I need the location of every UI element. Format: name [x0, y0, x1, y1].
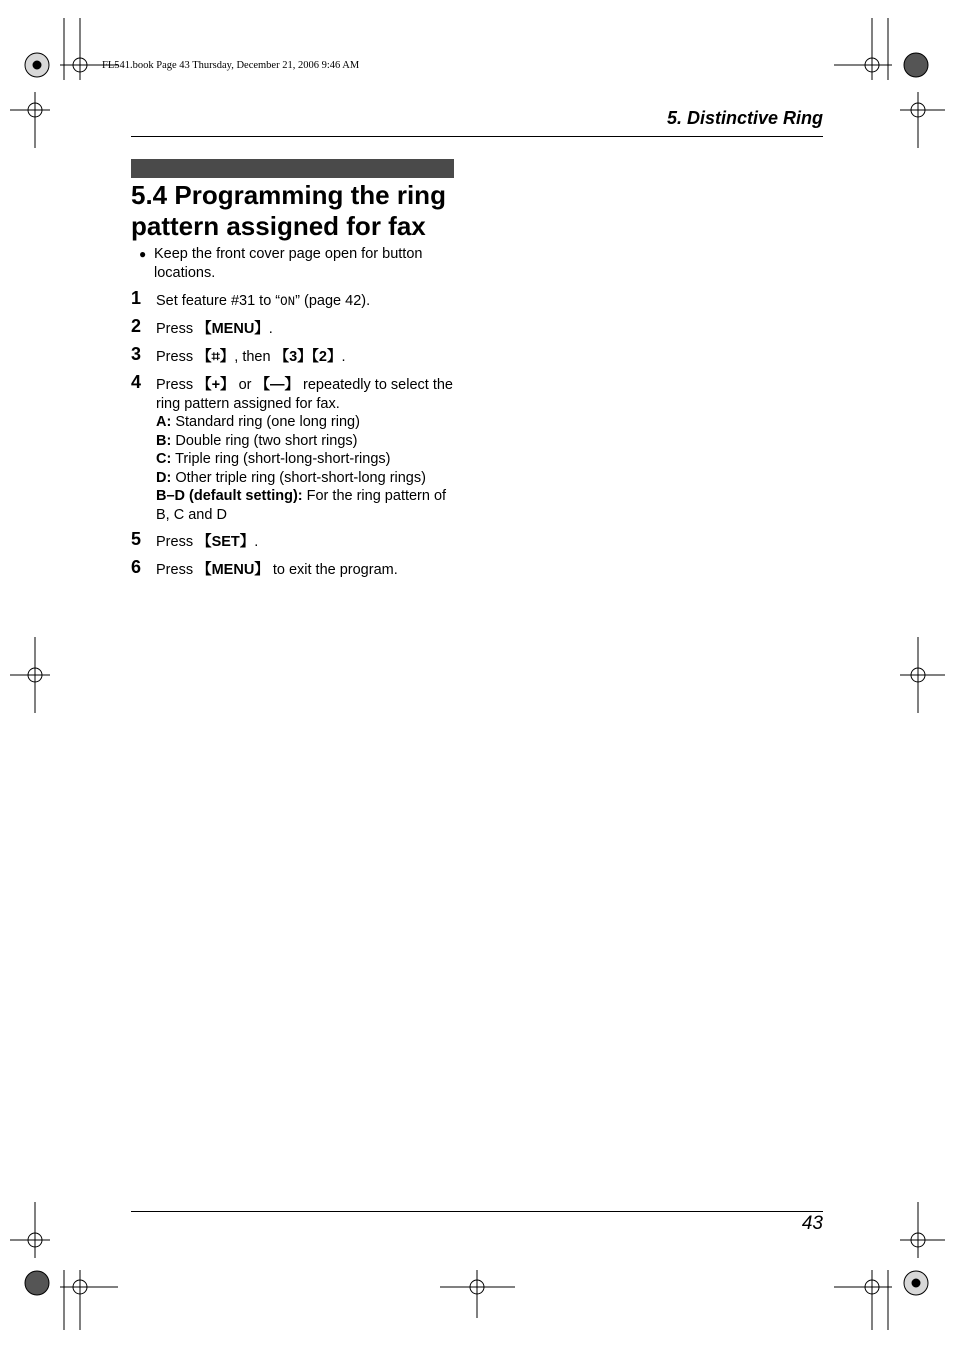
- step-number: 4: [131, 372, 142, 392]
- target-bc: [440, 1270, 515, 1318]
- target-lt: [10, 92, 50, 148]
- plus-key: 【+】: [197, 377, 235, 393]
- heading-bar: [131, 159, 454, 178]
- menu-key: 【MENU】: [197, 321, 269, 337]
- note-bullet: [139, 245, 449, 283]
- option-d: D: Other triple ring (short-short-long rings): [156, 469, 426, 486]
- step-6: 6 Press 【MENU】 to exit the program.: [131, 557, 398, 578]
- target-rb: [900, 1202, 945, 1258]
- option-default: B–D (default setting): For the ring pattern of B, C and D: [156, 488, 447, 523]
- step-number: 2: [131, 316, 142, 336]
- option-c: C: Triple ring (short-long-short-rings): [156, 451, 391, 467]
- step-2: 2 Press 【MENU】.: [131, 316, 273, 337]
- header-rule: [131, 136, 823, 137]
- set-key: 【SET】: [197, 534, 255, 550]
- target-br: [834, 1270, 892, 1330]
- step-number: 1: [131, 288, 142, 308]
- step-number: 6: [131, 557, 142, 577]
- target-tr: [834, 18, 892, 80]
- step-1: 1 Set feature #31 to “ON” (page 42).: [131, 288, 371, 309]
- step-4: 4 Press 【+】 or 【—】 repeatedly to select the ring pattern assigned for fax. A: Standard ring (one long ring) B: Double ring (two short rings) C: Triple ring (short-long-short-rings) D: Other triple ring (short-short-long rings) B–D (default setting): For the ring pattern of B, C and D: [131, 376, 456, 524]
- page-heading: 5.4 Programming the ring pattern assigned for fax: [131, 180, 446, 241]
- step-3: 3 Press 【⌗】, then 【3】【2】.: [131, 344, 346, 365]
- bullet-icon: ●: [139, 247, 147, 261]
- option-a: A: Standard ring (one long ring): [156, 414, 360, 430]
- hash-key: 【⌗】: [197, 349, 235, 365]
- footer-rule: [131, 1211, 823, 1212]
- target-lm: [10, 637, 50, 713]
- option-b: B: Double ring (two short rings): [156, 432, 358, 449]
- target-bl: [60, 1270, 118, 1330]
- digit-keys: 【3】【2】: [274, 349, 342, 365]
- menu-key: 【MENU】: [197, 562, 269, 578]
- page-number: 43: [801, 1213, 823, 1234]
- step-number: 5: [131, 529, 142, 549]
- lcd-text: ON: [280, 295, 296, 309]
- file-info: FL541.book Page 43 Thursday, December 21, 2006 9:46 AM: [102, 60, 360, 71]
- target-rm: [900, 637, 945, 713]
- step-number: 3: [131, 344, 142, 364]
- minus-key: 【—】: [255, 377, 300, 393]
- note-text: Keep the front cover page open for button locations.: [154, 246, 423, 281]
- section-title: 5. Distinctive Ring: [666, 108, 823, 128]
- target-lb: [10, 1202, 50, 1258]
- step-5: 5 Press 【SET】.: [131, 529, 259, 550]
- target-rt: [900, 92, 945, 148]
